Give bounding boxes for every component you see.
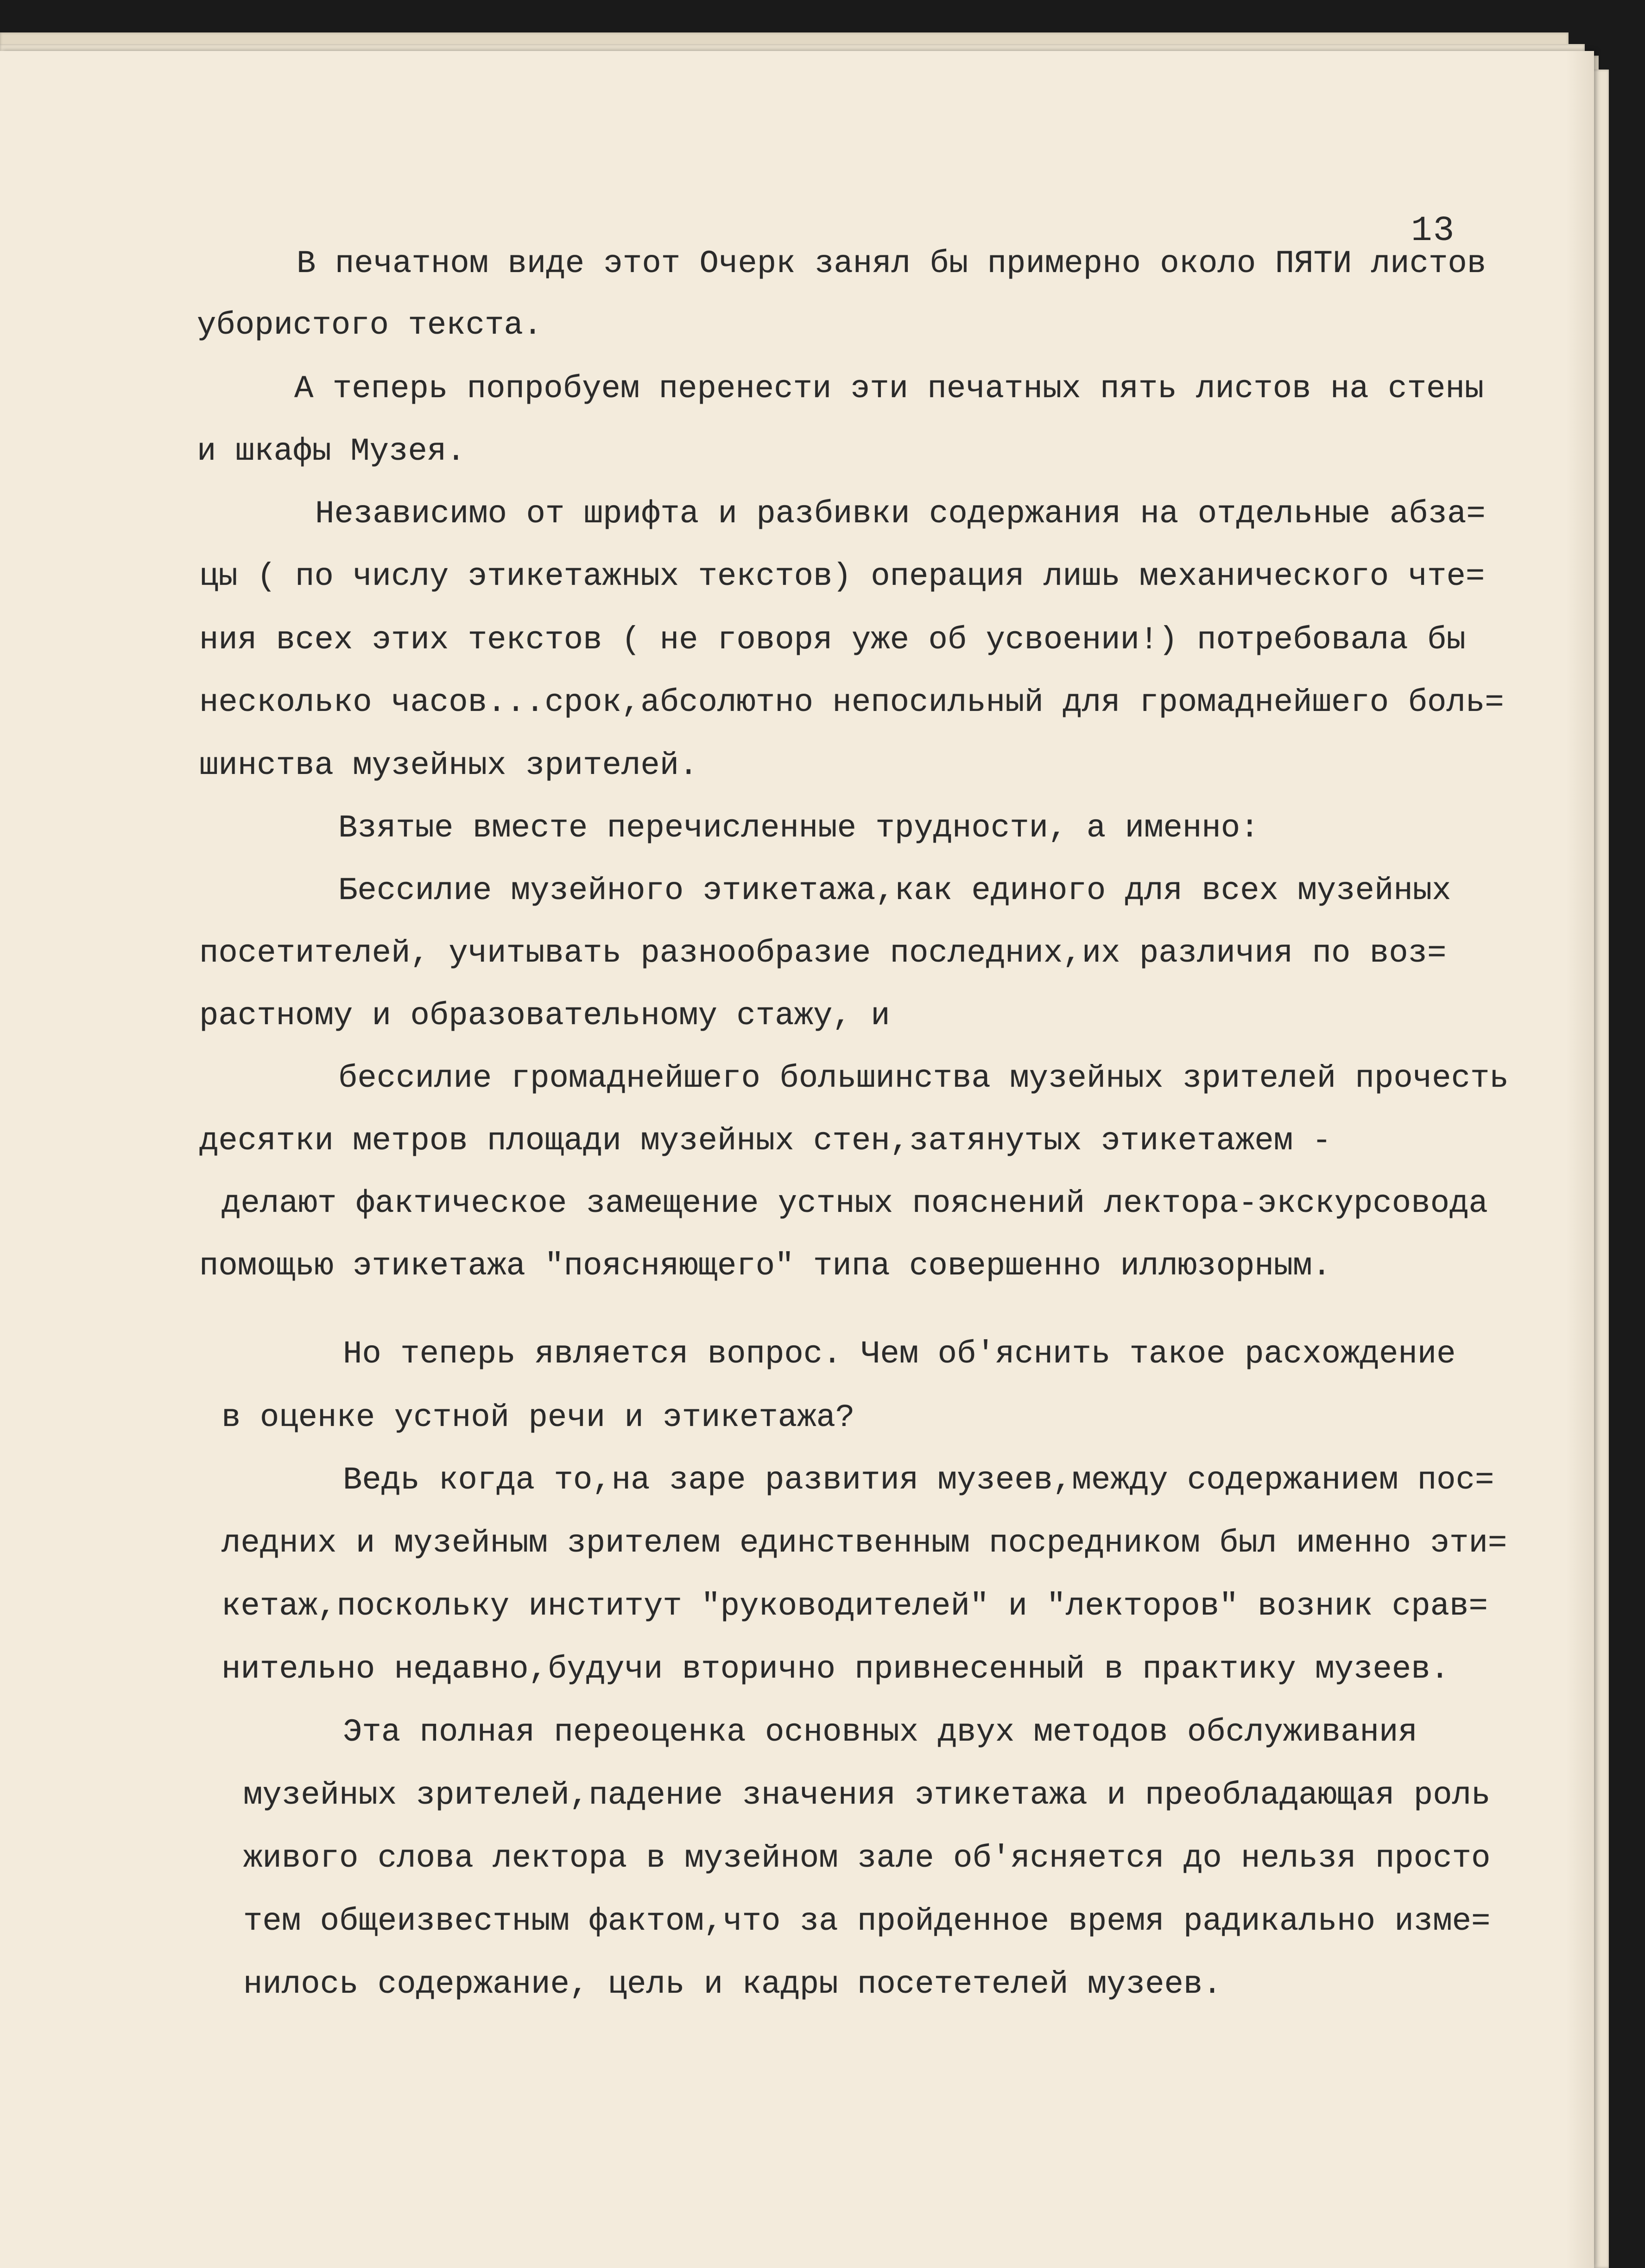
text-line: Но теперь является вопрос. Чем об'яснить такое расхождение — [343, 1336, 1456, 1372]
text-line: нительно недавно,будучи вторично привнесенный в практику музеев. — [221, 1651, 1450, 1687]
text-line: бессилие громаднейшего большинства музейных зрителей прочесть — [338, 1060, 1509, 1096]
text-line: помощью этикетажа "поясняющего" типа совершенно иллюзорным. — [199, 1248, 1331, 1284]
typewritten-page — [0, 51, 1594, 2268]
text-line: ледних и музейным зрителем единственным посредником был именно эти= — [221, 1525, 1507, 1561]
text-line: в оценке устной речи и этикетажа? — [221, 1400, 855, 1436]
text-line: живого слова лектора в музейном зале об'ясняется до нельзя просто — [243, 1840, 1491, 1876]
text-line: Бессилие музейного этикетажа,как единого для всех музейных — [338, 873, 1451, 909]
text-line: растному и образовательному стажу, и — [199, 998, 890, 1034]
text-line: Независимо от шрифта и разбивки содержания на отдельные абза= — [315, 496, 1486, 532]
text-line: нилось содержание, цель и кадры посететелей музеев. — [243, 1966, 1222, 2002]
text-line: ния всех этих текстов ( не говоря уже об усвоении!) потребовала бы — [199, 622, 1466, 658]
text-line: В печатном виде этот Очерк занял бы примерно около ПЯТИ листов — [297, 246, 1487, 282]
text-line: Ведь когда то,на заре развития музеев,между содержанием пос= — [343, 1462, 1494, 1498]
text-line: и шкафы Музея. — [197, 433, 466, 469]
text-line: посетителей, учитывать разнообразие последних,их различия по воз= — [199, 935, 1447, 971]
text-line: делают фактическое замещение устных пояснений лектора-экскурсовода — [221, 1185, 1488, 1222]
text-line: несколько часов...срок,абсолютно непосильный для громаднейшего боль= — [199, 684, 1504, 721]
text-line: Взятые вместе перечисленные трудности, а именно: — [338, 810, 1259, 846]
text-line: тем общеизвестным фактом,что за пройденное время радикально изме= — [243, 1903, 1491, 1939]
text-line: музейных зрителей,падение значения этикетажа и преобладающая роль — [243, 1777, 1491, 1813]
text-line: кетаж,поскольку институт "руководителей" и "лекторов" возник срав= — [221, 1588, 1488, 1624]
text-line: убористого текста. — [197, 307, 543, 343]
text-line: цы ( по числу этикетажных текстов) операция лишь механического чте= — [199, 558, 1485, 595]
text-line: А теперь попробуем перенести эти печатных пять листов на стены — [294, 371, 1484, 407]
text-line: десятки метров площади музейных стен,затянутых этикетажем - — [199, 1123, 1331, 1159]
text-line: Эта полная переоценка основных двух методов обслуживания — [343, 1714, 1417, 1750]
page-number: 13 — [1411, 211, 1455, 251]
text-line: шинства музейных зрителей. — [199, 748, 698, 784]
